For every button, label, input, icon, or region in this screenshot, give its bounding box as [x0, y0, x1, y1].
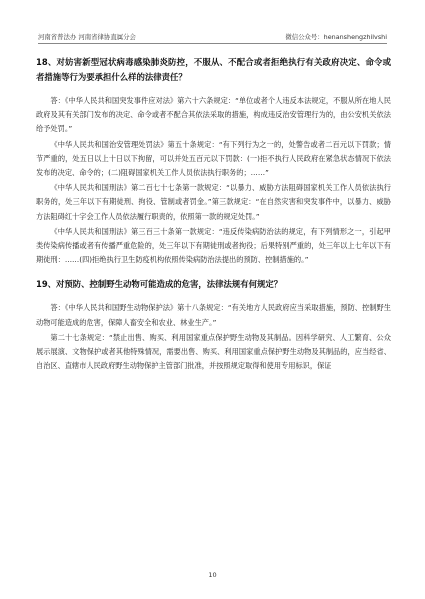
page-header: [38, 30, 387, 42]
question-18-paragraph: 《中华人民共和国刑法》第三百三十条第一款规定：“违反传染病防治法的规定，有下列情形之一，引起甲类传染病传播或者有传播严重危险的，处三年以下有期徒刑或者拘役；后果特别严重的，处三年以上七年以下有期徒刑：……(四)拒绝执行卫生防疫机构依照传染病防治法提出的预防、控制措施的。”: [36, 226, 391, 265]
question-18-title: 18、对妨害新型冠状病毒感染肺炎防控，不服从、不配合或者拒绝执行有关政府决定、命令或者措施等行为要承担什么样的法律责任？: [36, 57, 391, 82]
page-number: 10: [208, 571, 217, 579]
header-divider: [38, 43, 387, 44]
page-content: [36, 55, 391, 559]
question-19-paragraph: 第二十七条规定：“禁止出售、购买、利用国家重点保护野生动物及其制品。因科学研究、人工繁育、公众展示展演、文物保护或者其他特殊情况，需要出售、购买、利用国家重点保护野生动物及其制品的，应当经省、自治区、直辖市人民政府野生动物保护主管部门批准，并按照规定取得和使用专用标识，保证: [36, 332, 391, 371]
header-organization: 河南省普法办 河南省律协直属分会: [38, 33, 136, 41]
question-19-paragraph: 答：《中华人民共和国野生动物保护法》第十八条规定：“有关地方人民政府应当采取措施，预防、控制野生动物可能造成的危害，保障人畜安全和农业、林业生产。”: [36, 303, 391, 327]
question-18-paragraph: 答：《中华人民共和国突发事件应对法》第六十六条规定：“单位或者个人违反本法规定，不服从所在地人民政府及其有关部门发布的决定、命令或者不配合其依法采取的措施，构成违反治安管理行为的，由公安机关依法给予处罚。”: [36, 96, 391, 134]
question-19-title: 19、对预防、控制野生动物可能造成的危害，法律法规有何规定？: [36, 279, 283, 290]
question-18-paragraph: 《中华人民共和国治安管理处罚法》第五十条规定：“有下列行为之一的，处警告或者二百元以下罚款；情节严重的，处五日以上十日以下拘留，可以并处五百元以下罚款：(一)拒不执行人民政府在紧急状态情况下依法发布的决定、命令的；(二)阻碍国家机关工作人员依法执行职务的；……”: [36, 139, 391, 178]
question-18-paragraph: 《中华人民共和国刑法》第二百七十七条第一款规定：“以暴力、威胁方法阻碍国家机关工作人员依法执行职务的，处三年以下有期徒刑、拘役、管制或者罚金。”第三款规定：“在自然灾害和突发事件中，以暴力、威胁方法阻碍红十字会工作人员依法履行职责的，依照第一款的规定处罚。”: [36, 183, 391, 221]
header-wechat-account: 微信公众号：henanshengzhilvshi: [285, 33, 387, 41]
